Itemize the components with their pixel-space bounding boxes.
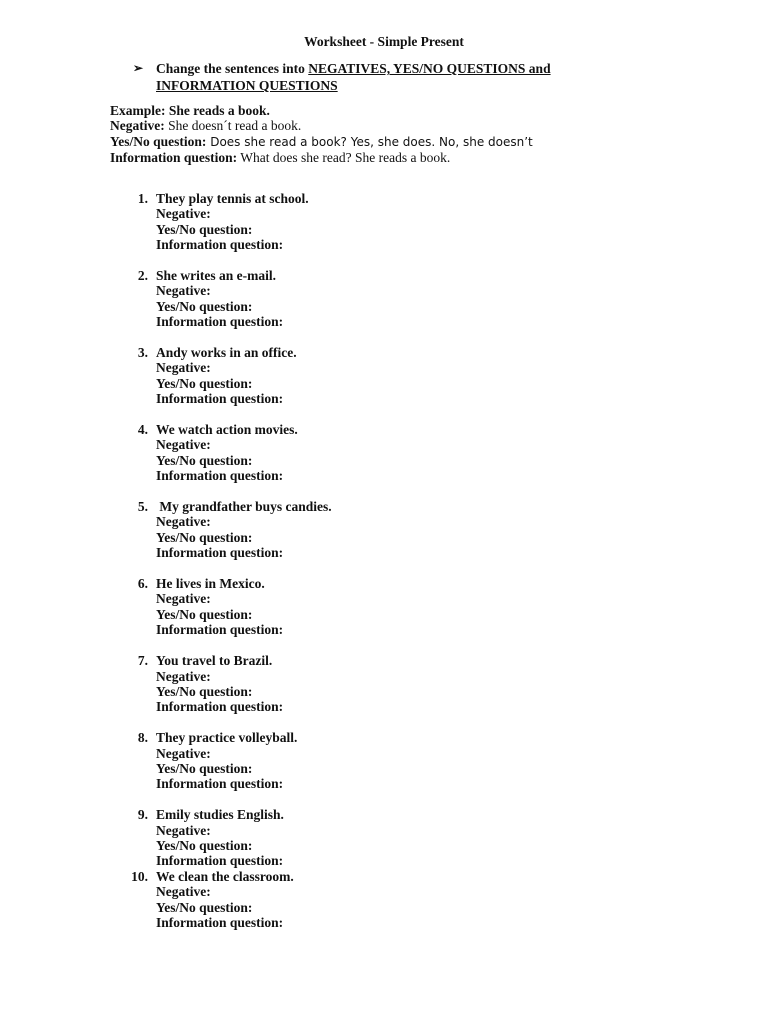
- exercise-number: 2.: [137, 268, 148, 284]
- example-info-label: Information question:: [110, 149, 238, 165]
- exercise-number: 1.: [137, 191, 148, 206]
- yesno-label: Yes/No question:: [156, 837, 253, 853]
- negative-label: Negative:: [156, 283, 211, 299]
- exercise-list: [110, 191, 670, 946]
- exercise-sentence: They practice volleyball.: [156, 730, 298, 746]
- info-label: Information question:: [156, 699, 284, 715]
- arrow-bullet-icon: ➢: [133, 61, 144, 75]
- exercise-item: [110, 499, 670, 561]
- info-label: Information question:: [156, 914, 284, 930]
- instruction-underlined-1: NEGATIVES, YES/NO QUESTIONS and: [308, 61, 551, 76]
- yesno-label: Yes/No question:: [156, 375, 253, 391]
- exercise-number: 7.: [137, 653, 148, 669]
- exercise-sentence: She writes an e-mail.: [156, 268, 276, 284]
- info-label: Information question:: [156, 391, 284, 407]
- example-negative-label: Negative:: [110, 118, 165, 134]
- example-info-line: [110, 150, 710, 165]
- example-negative-text: She doesn´t read a book.: [164, 118, 302, 134]
- exercise-number: 6.: [137, 576, 148, 592]
- exercise-sentence: Andy works in an office.: [156, 345, 297, 361]
- instruction-underlined-2: INFORMATION QUESTIONS: [156, 78, 338, 93]
- exercise-sentence: My grandfather buys candies.: [156, 499, 332, 515]
- exercise-sentence: We clean the classroom.: [156, 868, 294, 884]
- negative-label: Negative:: [156, 591, 211, 607]
- page-title: Worksheet - Simple Present: [304, 34, 464, 49]
- yesno-label: Yes/No question:: [156, 221, 253, 237]
- exercise-number: 10.: [131, 868, 148, 884]
- exercise-item: [110, 422, 670, 484]
- negative-label: Negative:: [156, 514, 211, 530]
- exercise-sentence: We watch action movies.: [156, 422, 298, 438]
- example-yesno-line: [110, 134, 710, 150]
- negative-label: Negative:: [156, 745, 211, 761]
- exercise-number: 5.: [137, 499, 148, 515]
- info-label: Information question:: [156, 468, 284, 484]
- exercise-item: [110, 191, 670, 253]
- exercise-number: 4.: [137, 422, 148, 438]
- instruction-text: [156, 60, 653, 94]
- example-negative-line: [110, 118, 710, 133]
- exercise-item: [110, 653, 670, 715]
- example-block: [110, 103, 710, 165]
- exercise-sentence: You travel to Brazil.: [156, 653, 273, 669]
- exercise-sentence: Emily studies English.: [156, 807, 284, 823]
- negative-label: Negative:: [156, 437, 211, 453]
- exercise-item: [110, 345, 670, 407]
- negative-label: Negative:: [156, 206, 211, 222]
- exercise-item: [110, 869, 670, 931]
- yesno-label: Yes/No question:: [156, 760, 253, 776]
- example-line: [110, 103, 710, 118]
- yesno-label: Yes/No question:: [156, 298, 253, 314]
- example-text: She reads a book.: [165, 103, 270, 118]
- exercise-item: [110, 576, 670, 638]
- exercise-item: [110, 730, 670, 792]
- negative-label: Negative:: [156, 822, 211, 838]
- exercise-sentence: They play tennis at school.: [156, 191, 309, 206]
- info-label: Information question:: [156, 545, 284, 561]
- info-label: Information question:: [156, 314, 284, 330]
- yesno-label: Yes/No question:: [156, 899, 253, 915]
- yesno-label: Yes/No question:: [156, 452, 253, 468]
- exercise-item: [110, 807, 670, 869]
- example-info-text: What does she read? She reads a book.: [237, 149, 451, 165]
- yesno-label: Yes/No question:: [156, 683, 253, 699]
- example-yesno-label: Yes/No question:: [110, 133, 207, 149]
- exercise-item: [110, 268, 670, 330]
- info-label: Information question:: [156, 776, 284, 792]
- instruction: [133, 60, 653, 94]
- instruction-prefix: Change the sentences into: [156, 61, 309, 76]
- yesno-label: Yes/No question:: [156, 606, 253, 622]
- info-label: Information question:: [156, 622, 284, 638]
- exercise-number: 9.: [137, 807, 148, 823]
- info-label: Information question:: [156, 853, 284, 869]
- negative-label: Negative:: [156, 884, 211, 900]
- example-yesno-text: Does she read a book? Yes, she does. No, she doesn’t: [206, 134, 533, 149]
- exercise-number: 3.: [137, 345, 148, 361]
- negative-label: Negative:: [156, 360, 211, 376]
- exercise-sentence: He lives in Mexico.: [156, 576, 265, 592]
- example-label: Example:: [110, 103, 166, 118]
- negative-label: Negative:: [156, 668, 211, 684]
- exercise-number: 8.: [137, 730, 148, 746]
- yesno-label: Yes/No question:: [156, 529, 253, 545]
- info-label: Information question:: [156, 237, 284, 253]
